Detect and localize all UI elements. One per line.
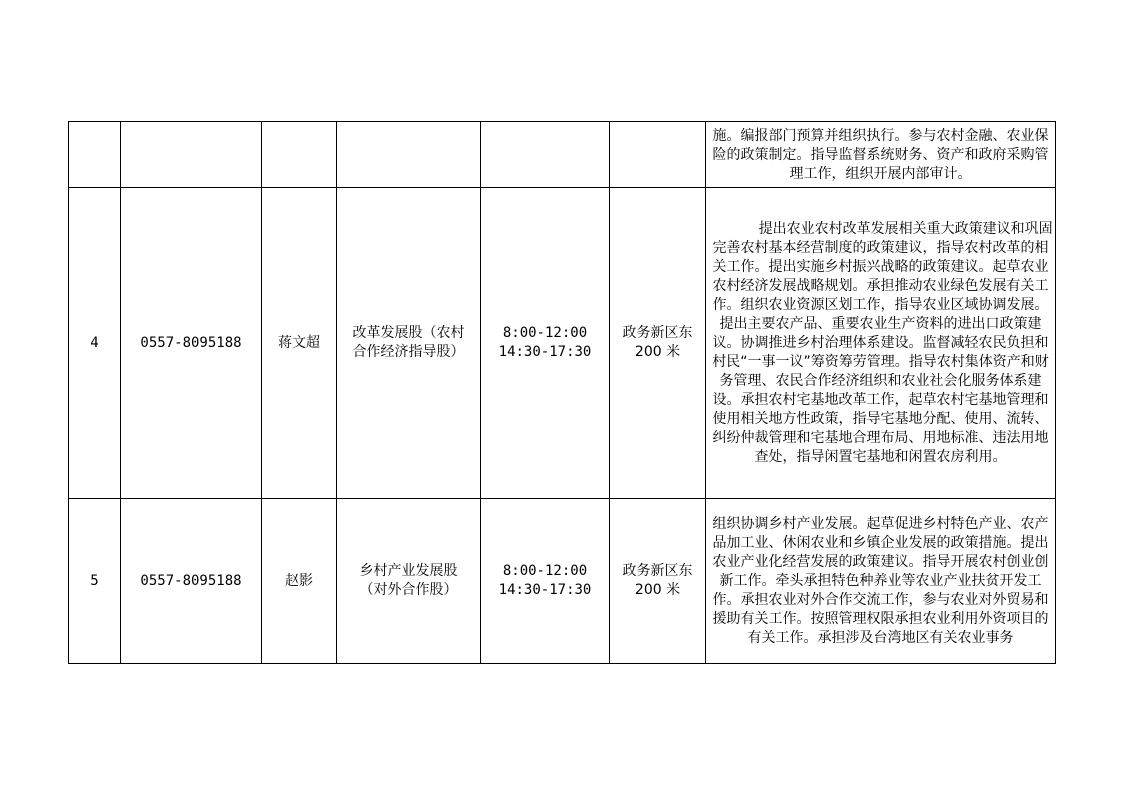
hours-line: 14:30-17:30 [498, 344, 592, 360]
location-line: 政务新区东 [622, 563, 693, 579]
office-hours [481, 499, 610, 664]
phone-number: 0557-8095188 [121, 188, 262, 499]
location-line: 政务新区东 [622, 325, 693, 341]
department-name [337, 122, 481, 188]
office-hours [481, 122, 610, 188]
phone-number [121, 122, 262, 188]
hours-line: 8:00-12:00 [502, 563, 588, 579]
department-line: 改革发展股（农村 [352, 325, 465, 341]
department-line: 合作经济指导股） [352, 344, 465, 360]
table-row [69, 188, 1056, 499]
office-location [610, 122, 706, 188]
phone-number: 0557-8095188 [121, 499, 262, 664]
department-line: 乡村产业发展股 [359, 563, 458, 579]
contact-name: 蒋文超 [262, 188, 337, 499]
table-row [69, 499, 1056, 664]
contact-name: 赵影 [262, 499, 337, 664]
department-line: （对外合作股） [359, 582, 458, 598]
duties-text [706, 188, 1056, 499]
hours-line: 8:00-12:00 [502, 325, 588, 341]
row-index: 5 [69, 499, 121, 664]
duties-text [706, 122, 1056, 188]
contact-name [262, 122, 337, 188]
department-name [337, 188, 481, 499]
table-row [69, 122, 1056, 188]
row-index: 4 [69, 188, 121, 499]
duties-paragraph: 提出农业农村改革发展相关重大政策建议和巩固完善农村基本经营制度的政策建议，指导农村改革的相关工作。提出实施乡村振兴战略的政策建议。起草农业农村经济发展战略规划。承担推动农业绿色发展有关工作。组织农业资源区划工作，指导农业区域协调发展。提出主要农产品、重要农业生产资料的进出口政策建议。协调推进乡村治理体系建设。监督减轻农民负担和村民“一事一议”筹资筹劳管理。指导农村集体资产和财务管理、农民合作经济组织和农业社会化服务体系建设。承担农村宅基地改革工作，起草农村宅基地管理和使用相关地方性政策，指导宅基地分配、使用、流转、纠纷仲裁管理和宅基地合理布局、用地标准、违法用地查处，指导闲置宅基地和闲置农房利用。 [712, 221, 1053, 465]
office-directory-table [68, 121, 1056, 664]
office-location [610, 499, 706, 664]
duties-paragraph: 施。编报部门预算并组织执行。参与农村金融、农业保险的政策制定。指导监督系统财务、资产和政府采购管理工作，组织开展内部审计。 [712, 127, 1049, 182]
duties-text [706, 499, 1056, 664]
office-location [610, 188, 706, 499]
duties-paragraph: 组织协调乡村产业发展。起草促进乡村特色产业、农产品加工业、休闲农业和乡镇企业发展的政策措施。提出农业产业化经营发展的政策建议。指导开展农村创业创新工作。牵头承担特色种养业等农业产业扶贫开发工作。承担农业对外合作交流工作，参与农业对外贸易和援助有关工作。按照管理权限承担农业利用外资项目的有关工作。承担涉及台湾地区有关农业事务 [712, 516, 1049, 646]
office-hours [481, 188, 610, 499]
location-line: 200 米 [634, 344, 681, 360]
department-name [337, 499, 481, 664]
location-line: 200 米 [634, 582, 681, 598]
row-index [69, 122, 121, 188]
hours-line: 14:30-17:30 [498, 582, 592, 598]
